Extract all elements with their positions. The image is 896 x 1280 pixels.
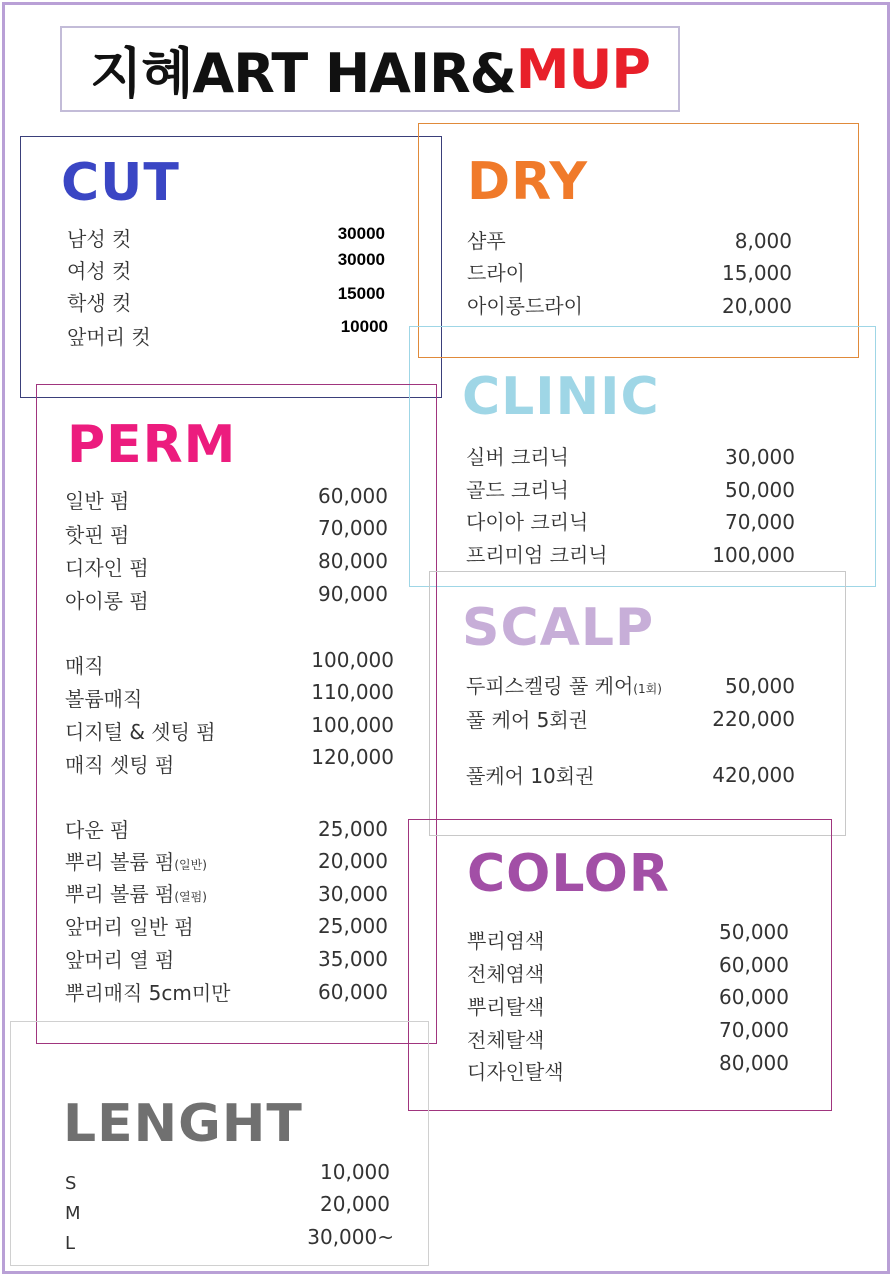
length-item-price: 20,000 — [320, 1192, 390, 1216]
perm-item-price: 90,000 — [318, 582, 388, 606]
perm-item-note: (일반) — [174, 858, 207, 872]
perm-item-price: 20,000 — [318, 849, 388, 873]
perm-item-name: 매직 — [65, 654, 104, 678]
perm-item-price: 30,000 — [318, 882, 388, 906]
scalp-item-name — [466, 676, 662, 696]
color-section — [408, 819, 832, 1111]
perm-item-price: 110,000 — [311, 680, 394, 704]
perm-item-price: 60,000 — [318, 980, 388, 1004]
dry-item-name: 샴푸 — [467, 229, 506, 253]
page-title — [60, 26, 680, 112]
perm-item-name — [65, 884, 207, 904]
perm-item-label: 뿌리 볼륨 펌 — [65, 850, 175, 874]
length-item-name: L — [65, 1233, 76, 1254]
length-item-price: 30,000~ — [307, 1225, 394, 1249]
dry-heading: DRY — [467, 152, 589, 212]
perm-item-price: 100,000 — [311, 713, 394, 737]
length-heading: LENGHT — [63, 1094, 303, 1154]
dry-item-price: 8,000 — [734, 229, 792, 253]
perm-item-name: 아이롱 펌 — [65, 589, 149, 613]
clinic-item-price: 30,000 — [725, 445, 795, 469]
scalp-item-price: 220,000 — [712, 707, 795, 731]
cut-section — [20, 136, 442, 398]
color-heading: COLOR — [467, 844, 670, 904]
perm-item-price: 25,000 — [318, 817, 388, 841]
clinic-item-price: 50,000 — [725, 478, 795, 502]
perm-item-name — [65, 852, 207, 872]
cut-item-price: 10000 — [340, 317, 388, 336]
length-section — [10, 1021, 429, 1266]
cut-item-name: 학생 컷 — [67, 291, 132, 315]
clinic-item-price: 100,000 — [712, 543, 795, 567]
scalp-item-label: 두피스켈링 풀 케어 — [466, 674, 634, 698]
perm-item-price: 35,000 — [318, 947, 388, 971]
color-item-name: 전체염색 — [467, 962, 545, 986]
color-item-price: 70,000 — [719, 1018, 789, 1042]
dry-item-name: 아이롱드라이 — [467, 294, 583, 318]
cut-heading: CUT — [61, 153, 180, 213]
clinic-item-name: 다이아 크리닉 — [466, 510, 589, 534]
scalp-item-name: 풀 케어 5회권 — [466, 708, 589, 732]
length-item-name: M — [65, 1203, 81, 1224]
clinic-item-price: 70,000 — [725, 510, 795, 534]
scalp-item-price: 50,000 — [725, 674, 795, 698]
color-item-name: 디자인탈색 — [467, 1060, 564, 1084]
cut-item-name: 남성 컷 — [67, 227, 132, 251]
cut-item-name: 여성 컷 — [67, 259, 132, 283]
perm-item-price: 70,000 — [318, 516, 388, 540]
perm-section — [36, 384, 437, 1044]
color-item-price: 50,000 — [719, 920, 789, 944]
perm-item-note: (열펌) — [174, 890, 207, 904]
perm-item-name: 앞머리 열 펌 — [65, 948, 175, 972]
clinic-item-name: 프리미엄 크리닉 — [466, 543, 608, 567]
color-item-price: 60,000 — [719, 953, 789, 977]
color-item-price: 60,000 — [719, 985, 789, 1009]
perm-item-name: 앞머리 일반 펌 — [65, 915, 194, 939]
color-item-price: 80,000 — [719, 1051, 789, 1075]
length-item-price: 10,000 — [320, 1160, 390, 1184]
color-item-name: 전체탈색 — [467, 1028, 545, 1052]
perm-item-price: 60,000 — [318, 484, 388, 508]
perm-item-name: 매직 셋팅 펌 — [65, 753, 175, 777]
perm-item-name: 볼륨매직 — [65, 687, 143, 711]
perm-heading: PERM — [67, 415, 237, 475]
perm-item-name: 디지털 & 셋팅 펌 — [65, 720, 216, 744]
clinic-heading: CLINIC — [462, 367, 660, 427]
perm-item-name: 핫핀 펌 — [65, 523, 130, 547]
scalp-section — [429, 571, 846, 836]
dry-item-name: 드라이 — [467, 261, 525, 285]
perm-item-price: 120,000 — [311, 745, 394, 769]
color-item-name: 뿌리탈색 — [467, 995, 545, 1019]
cut-item-price: 15000 — [337, 284, 385, 303]
perm-item-name: 뿌리매직 5cm미만 — [65, 981, 231, 1005]
perm-item-price: 100,000 — [311, 648, 394, 672]
title-main: 지혜ART HAIR& — [90, 41, 516, 105]
dry-item-price: 15,000 — [722, 261, 792, 285]
cut-item-price: 30000 — [337, 250, 385, 269]
perm-item-name: 일반 펌 — [65, 489, 130, 513]
title-accent: MUP — [515, 37, 650, 101]
cut-item-name: 앞머리 컷 — [67, 325, 151, 349]
length-item-name: S — [65, 1173, 77, 1194]
clinic-item-name: 실버 크리닉 — [466, 445, 569, 469]
perm-item-price: 80,000 — [318, 549, 388, 573]
perm-item-label: 뿌리 볼륨 펌 — [65, 882, 175, 906]
scalp-item-note: (1회) — [633, 682, 662, 696]
perm-item-name: 디자인 펌 — [65, 556, 149, 580]
cut-item-price: 30000 — [337, 224, 385, 243]
dry-section — [418, 123, 859, 358]
scalp-heading: SCALP — [462, 598, 655, 658]
scalp-item-name: 풀케어 10회권 — [466, 764, 595, 788]
clinic-section — [409, 326, 876, 587]
perm-item-name: 다운 펌 — [65, 818, 130, 842]
dry-item-price: 20,000 — [722, 294, 792, 318]
clinic-item-name: 골드 크리닉 — [466, 478, 569, 502]
perm-item-price: 25,000 — [318, 914, 388, 938]
scalp-item-price: 420,000 — [712, 763, 795, 787]
color-item-name: 뿌리염색 — [467, 929, 545, 953]
